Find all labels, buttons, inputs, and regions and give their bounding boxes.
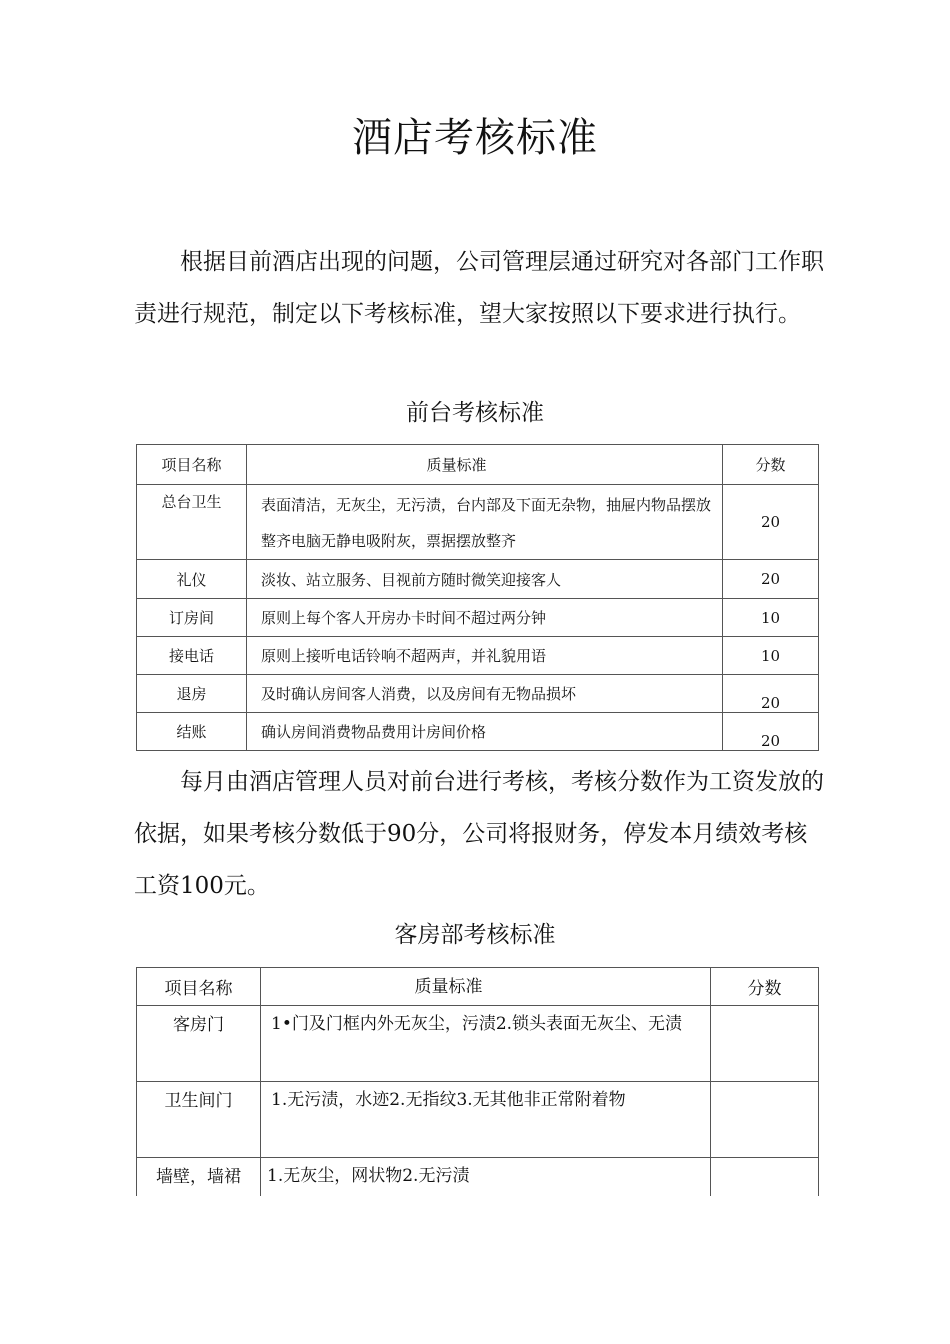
row-standard: 1•门及门框内外无灰尘，污渍2.锁头表面无灰尘、无渍	[271, 1014, 683, 1034]
row-standard: 淡妆、站立服务、目视前方随时微笑迎接客人	[247, 560, 723, 599]
row-name: 礼仪	[137, 560, 247, 599]
table-header-row	[137, 445, 819, 485]
row-standard: 1.无灰尘，网状物2.无污渍	[267, 1166, 470, 1186]
row-score: 20	[723, 675, 819, 713]
housekeeping-section-title: 客房部考核标准	[394, 922, 556, 948]
row-name: 客房门	[137, 1006, 261, 1082]
row-score: 10	[723, 599, 819, 637]
row-name: 接电话	[137, 637, 247, 675]
row-name: 总台卫生	[161, 493, 222, 511]
header-score: 分数	[723, 445, 819, 485]
housekeeping-table	[136, 967, 819, 1196]
table-row	[137, 599, 819, 637]
table-row	[137, 675, 819, 713]
row-score: 10	[723, 637, 819, 675]
header-standard: 质量标准	[247, 445, 723, 485]
table-row	[137, 1082, 819, 1158]
header-name: 项目名称	[137, 445, 247, 485]
header-standard: 质量标准	[261, 968, 711, 1006]
row-name: 卫生间门	[137, 1082, 261, 1158]
document-title: 酒店考核标准	[352, 115, 598, 161]
header-name: 项目名称	[137, 968, 261, 1006]
header-score: 分数	[711, 968, 819, 1006]
table-row	[137, 1006, 819, 1082]
intro-paragraph	[134, 236, 824, 340]
row-score	[711, 1082, 819, 1158]
table-row	[137, 560, 819, 599]
row-standard: 表面清洁，无灰尘，无污渍，台内部及下面无杂物，抽屉内物品摆放整齐电脑无静电吸附灰，票据摆放整齐	[261, 496, 712, 550]
table-header-row	[137, 968, 819, 1006]
row-standard: 确认房间消费物品费用计房间价格	[247, 713, 723, 751]
table-row	[137, 713, 819, 751]
front-desk-table	[136, 444, 819, 751]
row-score: 20	[723, 485, 819, 560]
assessment-note-paragraph	[134, 756, 824, 912]
table-row	[137, 637, 819, 675]
row-standard: 原则上每个客人开房办卡时间不超过两分钟	[247, 599, 723, 637]
row-standard: 原则上接听电话铃响不超两声，并礼貌用语	[247, 637, 723, 675]
row-name: 墙壁，墙裙	[137, 1158, 261, 1196]
assessment-note-text: 每月由酒店管理人员对前台进行考核，考核分数作为工资发放的依据，如果考核分数低于90分，公司将报财务，停发本月绩效考核工资100元。	[134, 769, 824, 899]
row-score: 20	[723, 713, 819, 751]
front-desk-section-title: 前台考核标准	[406, 400, 544, 426]
row-name: 订房间	[137, 599, 247, 637]
row-score	[711, 1158, 819, 1196]
row-standard: 及时确认房间客人消费，以及房间有无物品损坏	[247, 675, 723, 713]
row-score: 20	[723, 560, 819, 599]
intro-text: 根据目前酒店出现的问题，公司管理层通过研究对各部门工作职责进行规范，制定以下考核标准，望大家按照以下要求进行执行。	[134, 249, 824, 327]
row-name: 结账	[137, 713, 247, 751]
row-score	[711, 1006, 819, 1082]
table-row	[137, 1158, 819, 1196]
row-name: 退房	[137, 675, 247, 713]
table-row	[137, 485, 819, 560]
row-standard: 1.无污渍，水迹2.无指纹3.无其他非正常附着物	[271, 1090, 626, 1110]
